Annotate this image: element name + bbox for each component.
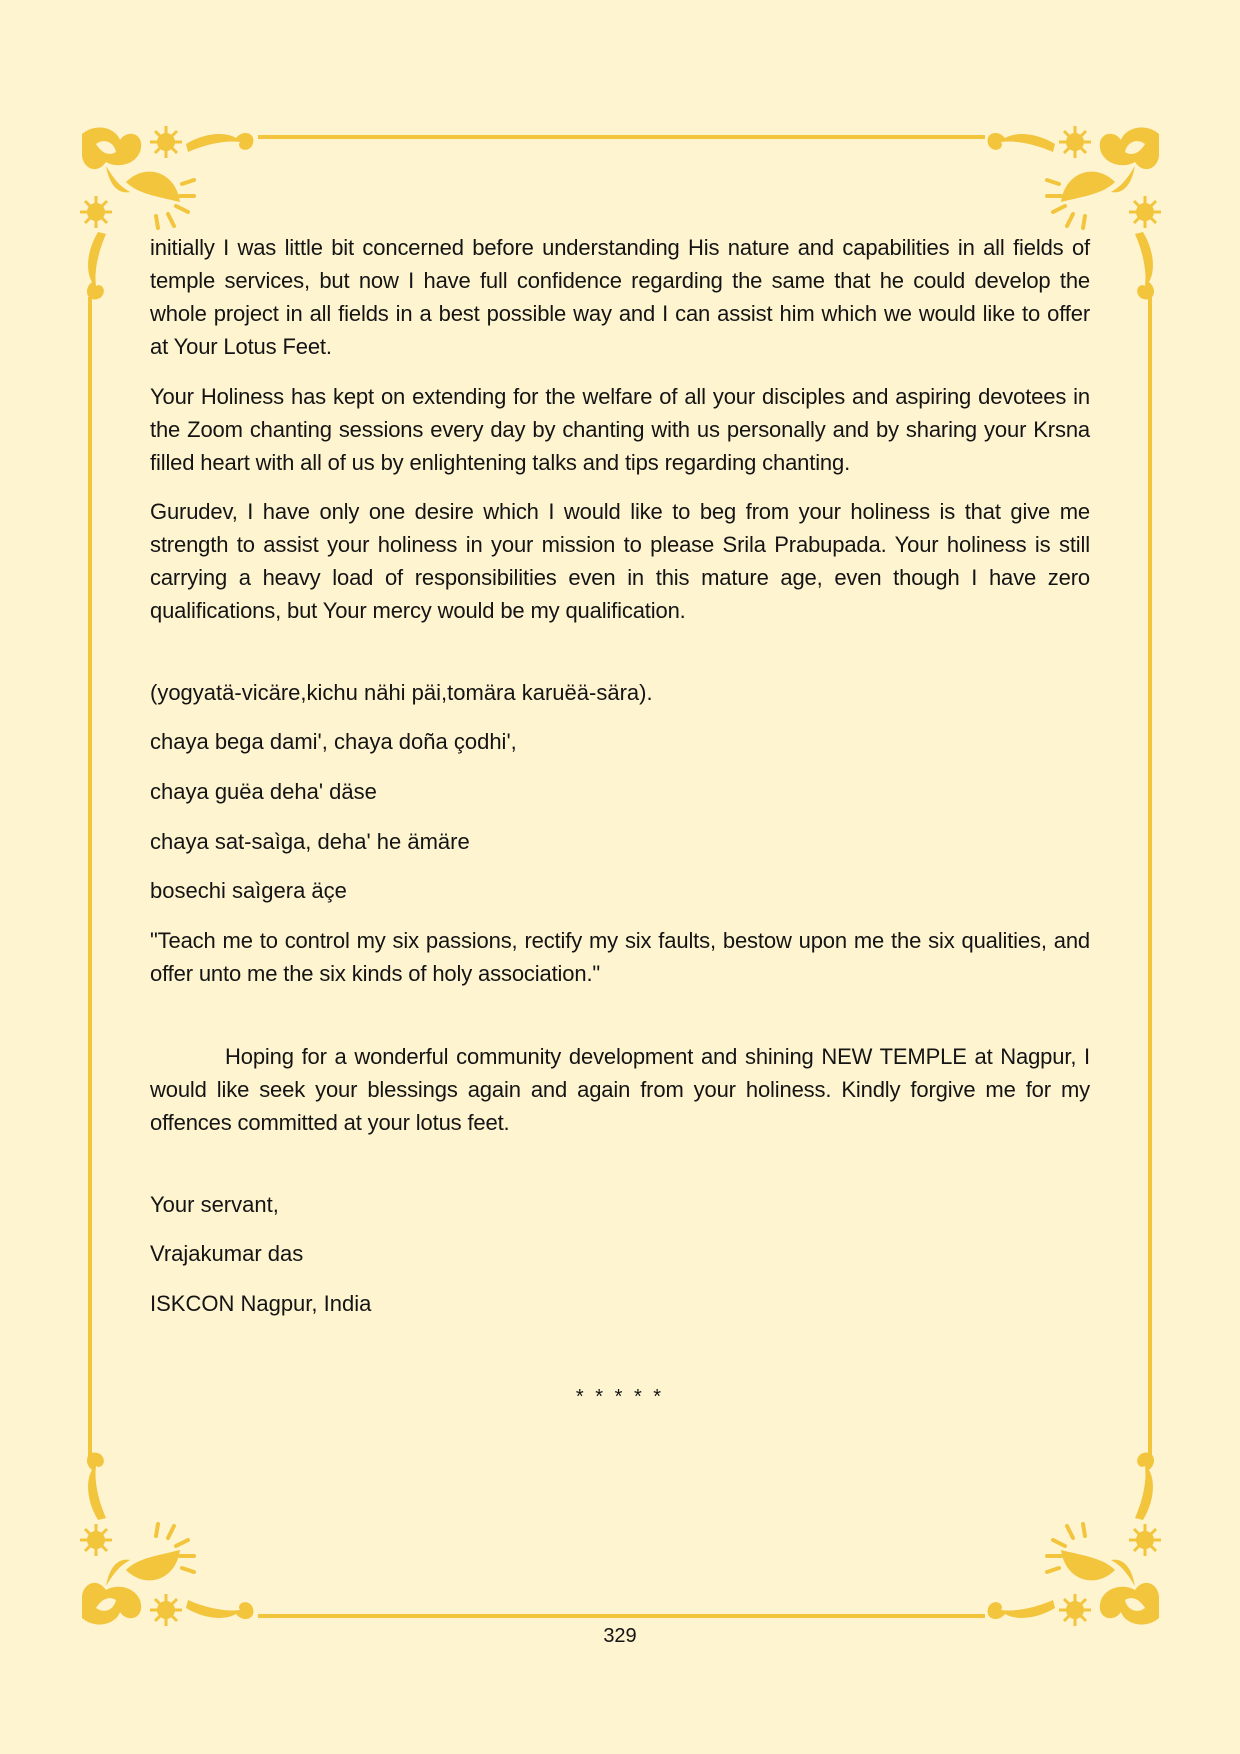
verse-line-5: bosechi saìgera äçe (150, 878, 347, 903)
signatory-name: Vrajakumar das (150, 1241, 304, 1266)
verse-line-3: chaya guëa deha' däse (150, 779, 377, 804)
frame-right-line (1148, 297, 1152, 1458)
body-paragraph-1 (150, 231, 1090, 363)
verse-translation (150, 924, 1090, 990)
body-paragraph-3 (150, 495, 1090, 627)
paragraph-text: Your Holiness has kept on extending for the welfare of all your disciples and aspiring devotees in the Zoom chanting sessions every day by chanting with us personally and by sharing your Krsna filled heart with all of us by enlightening talks and tips regarding chanting. (150, 384, 1090, 475)
corner-ornament-bottom-left-icon (76, 1450, 256, 1630)
translation-text: "Teach me to control my six passions, rectify my six faults, bestow upon me the six qualities, and offer unto me the six kinds of holy association." (150, 928, 1090, 986)
body-paragraph-2 (150, 380, 1090, 479)
closing-paragraph (150, 1040, 1090, 1139)
verse-line-4: chaya sat-saìga, deha' he ämäre (150, 829, 470, 854)
corner-ornament-bottom-right-icon (985, 1450, 1165, 1630)
frame-bottom-line (258, 1614, 985, 1618)
verse-line-2: chaya bega dami', chaya doña çodhi', (150, 729, 517, 754)
verse-line-1: (yogyatä-vicäre,kichu nähi päi,tomära karuëä-sära). (150, 680, 653, 705)
salutation: Your servant, (150, 1192, 279, 1217)
signatory-affiliation: ISKCON Nagpur, India (150, 1291, 372, 1316)
frame-top-line (258, 135, 985, 139)
paragraph-text: Gurudev, I have only one desire which I would like to beg from your holiness is that give me strength to assist your holiness in your mission to please Srila Prabupada. Your holiness is still carrying a heavy load of responsibilities even in this mature age, even though I have zero qualifications, but Your mercy would be my qualification. (150, 499, 1090, 623)
frame-left-line (88, 297, 92, 1458)
section-separator: * * * * * (575, 1386, 665, 1408)
closing-text: Hoping for a wonderful community development and shining NEW TEMPLE at Nagpur, I would like seek your blessings again and again from your holiness. Kindly forgive me for my offences committed at your lotus feet. (150, 1044, 1090, 1135)
page-number: 329 (603, 1625, 637, 1647)
paragraph-text: initially I was little bit concerned before understanding His nature and capabilities in all fields of temple services, but now I have full confidence regarding the same that he could develop the whole project in all fields in a best possible way and I can assist him which we would like to offer at Your Lotus Feet. (150, 235, 1090, 359)
